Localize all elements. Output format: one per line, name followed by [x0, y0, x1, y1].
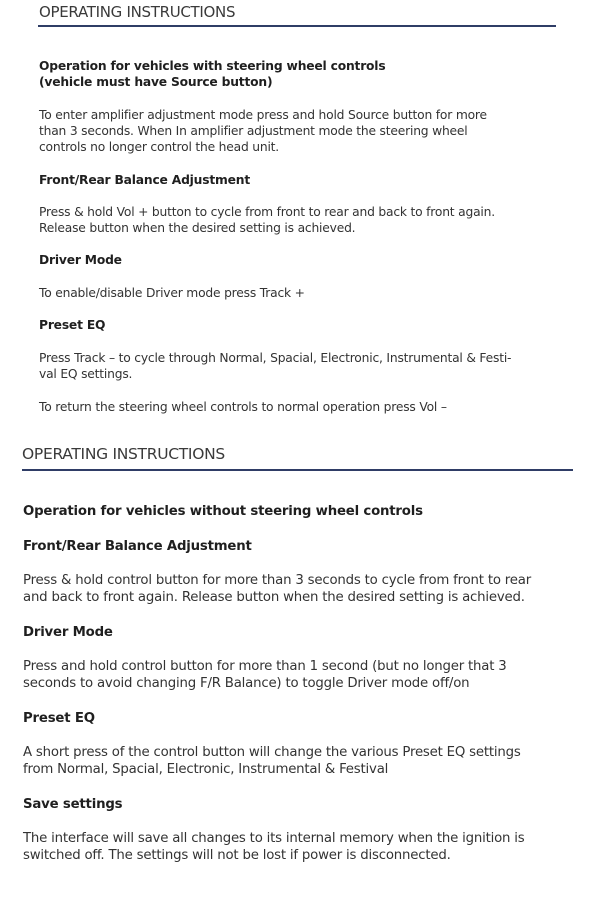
save-settings-paragraph	[23, 830, 525, 864]
driver-mode-heading: Driver Mode	[39, 253, 122, 267]
paragraph-line: To enter amplifier adjustment mode press and hold Source button for more	[39, 108, 487, 122]
balance-heading: Front/Rear Balance Adjustment	[23, 539, 252, 554]
paragraph-line: The interface will save all changes to its internal memory when the ignition is	[23, 831, 525, 846]
paragraph-line: controls no longer control the head unit.	[39, 140, 280, 154]
save-settings-heading: Save settings	[23, 797, 123, 812]
paragraph-line: Press and hold control button for more than 1 second (but no longer that 3	[23, 659, 507, 674]
section-heading: OPERATING INSTRUCTIONS	[39, 3, 236, 21]
paragraph-line: switched off. The settings will not be lost if power is disconnected.	[23, 848, 451, 863]
paragraph-line: seconds to avoid changing F/R Balance) to toggle Driver mode off/on	[23, 676, 470, 691]
paragraph-line: val EQ settings.	[39, 367, 133, 381]
section-heading: OPERATING INSTRUCTIONS	[22, 445, 225, 463]
operation-title-line: Operation for vehicles with steering wheel controls	[39, 59, 386, 73]
driver-mode-heading: Driver Mode	[23, 625, 113, 640]
intro-paragraph	[39, 107, 487, 155]
paragraph-line: A short press of the control button will change the various Preset EQ settings	[23, 745, 521, 760]
paragraph-line: To return the steering wheel controls to normal operation press Vol –	[39, 400, 447, 414]
paragraph-line: Press Track – to cycle through Normal, Spacial, Electronic, Instrumental & Festi-	[39, 351, 512, 365]
paragraph-line: To enable/disable Driver mode press Track +	[39, 286, 305, 300]
return-paragraph	[39, 399, 447, 415]
driver-mode-paragraph	[23, 658, 507, 692]
heading-divider	[22, 469, 573, 471]
operation-title-line: (vehicle must have Source button)	[39, 75, 273, 89]
operation-title: Operation for vehicles without steering wheel controls	[23, 504, 423, 519]
balance-paragraph	[39, 204, 495, 236]
paragraph-line: Press & hold Vol + button to cycle from front to rear and back to front again.	[39, 205, 495, 219]
balance-heading: Front/Rear Balance Adjustment	[39, 173, 251, 187]
paragraph-line: from Normal, Spacial, Electronic, Instrumental & Festival	[23, 762, 389, 777]
preset-eq-heading: Preset EQ	[39, 318, 106, 332]
paragraph-line: Release button when the desired setting is achieved.	[39, 221, 356, 235]
balance-paragraph	[23, 572, 531, 606]
preset-eq-heading: Preset EQ	[23, 711, 95, 726]
paragraph-line: Press & hold control button for more than 3 seconds to cycle from front to rear	[23, 573, 531, 588]
preset-eq-paragraph	[39, 350, 511, 382]
paragraph-line: and back to front again. Release button when the desired setting is achieved.	[23, 590, 525, 605]
driver-mode-paragraph	[39, 285, 305, 301]
preset-eq-paragraph	[23, 744, 521, 778]
paragraph-line: than 3 seconds. When In amplifier adjustment mode the steering wheel	[39, 124, 468, 138]
operation-title	[39, 58, 385, 90]
heading-divider	[38, 25, 556, 27]
